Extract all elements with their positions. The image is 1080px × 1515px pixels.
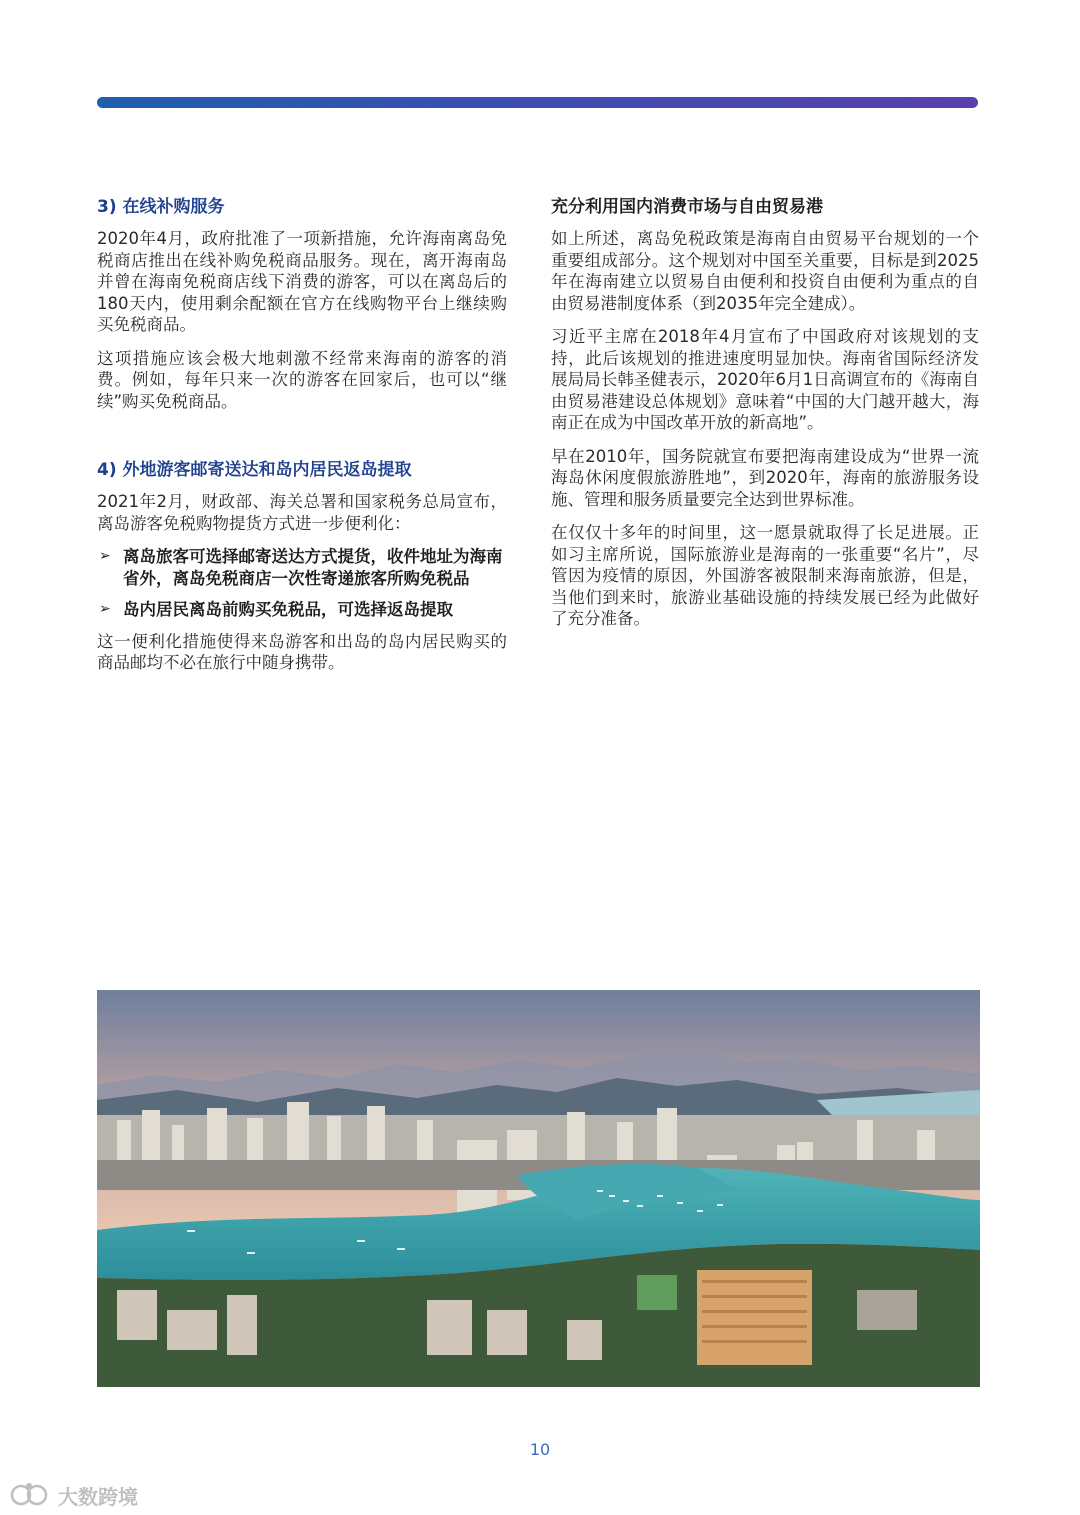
right-column xyxy=(551,195,979,642)
right-paragraph-3: 早在2010年，国务院就宣布要把海南建设成为“世界一流海岛休闲度假旅游胜地”，到2020年，海南的旅游服务设施、管理和服务质量要完全达到世界标准。 xyxy=(551,446,979,509)
section3-heading: 3) 在线补购服务 xyxy=(97,197,225,217)
section4-paragraph-2: 这一便利化措施使得来岛游客和出岛的岛内居民购买的商品邮均不必在旅行中随身携带。 xyxy=(97,631,507,672)
harbor-city-photo xyxy=(97,990,980,1387)
watermark xyxy=(10,1480,138,1510)
arrowhead-bullet-icon: ➢ xyxy=(99,548,111,564)
left-column xyxy=(97,195,507,686)
page-number: 10 xyxy=(529,1440,551,1459)
section-gap xyxy=(97,424,507,458)
section4-bullet-list xyxy=(97,546,507,621)
bullet-text: 岛内居民离岛前购买免税品，可选择返岛提取 xyxy=(123,600,453,619)
list-item xyxy=(97,546,507,589)
section3-paragraph-1: 2020年4月，政府批准了一项新措施，允许海南离岛免税商店推出在线补购免税商品服务。现在，离开海南岛并曾在海南免税商店线下消费的游客，可以在离岛后的180天内，使用剩余配额在官方在线购物平台上继续购买免税商品。 xyxy=(97,229,507,334)
header-gradient-bar xyxy=(97,97,978,108)
arrowhead-bullet-icon: ➢ xyxy=(99,601,111,617)
section4-paragraph-1: 2021年2月，财政部、海关总署和国家税务总局宣布，离岛游客免税购物提货方式进一步便利化： xyxy=(97,492,507,533)
right-heading: 充分利用国内消费市场与自由贸易港 xyxy=(551,197,823,217)
section3-paragraph-2: 这项措施应该会极大地刺激不经常来海南的游客的消费。例如，每年只来一次的游客在回家后，也可以“继续”购买免税商品。 xyxy=(97,348,507,411)
right-paragraph-4: 在仅仅十多年的时间里，这一愿景就取得了长足进展。正如习主席所说，国际旅游业是海南的一张重要“名片”，尽管因为疫情的原因，外国游客被限制来海南旅游，但是，当他们到来时，旅游业基础设施的持续发展已经为此做好了充分准备。 xyxy=(551,523,979,628)
right-paragraph-2: 习近平主席在2018年4月宣布了中国政府对该规划的支持，此后该规划的推进速度明显加快。海南省国际经济发展局局长韩圣健表示，2020年6月1日高调宣布的《海南自由贸易港建设总体规划》意味着“中国的大门越开越大，海南正在成为中国改革开放的新高地”。 xyxy=(551,327,979,432)
list-item xyxy=(97,599,507,621)
watermark-text: 大数跨境 xyxy=(58,1484,138,1509)
watermark-logo-icon xyxy=(10,1482,52,1508)
section4-heading: 4) 外地游客邮寄送达和岛内居民返岛提取 xyxy=(97,460,412,480)
bullet-text: 离岛旅客可选择邮寄送达方式提货，收件地址为海南省外，离岛免税商店一次性寄递旅客所购免税品 xyxy=(123,547,503,588)
right-paragraph-1: 如上所述，离岛免税政策是海南自由贸易平台规划的一个重要组成部分。这个规划对中国至关重要，目标是到2025年在海南建立以贸易自由便利和投资自由便利为重点的自由贸易港制度体系（到2035年完全建成）。 xyxy=(551,229,979,313)
